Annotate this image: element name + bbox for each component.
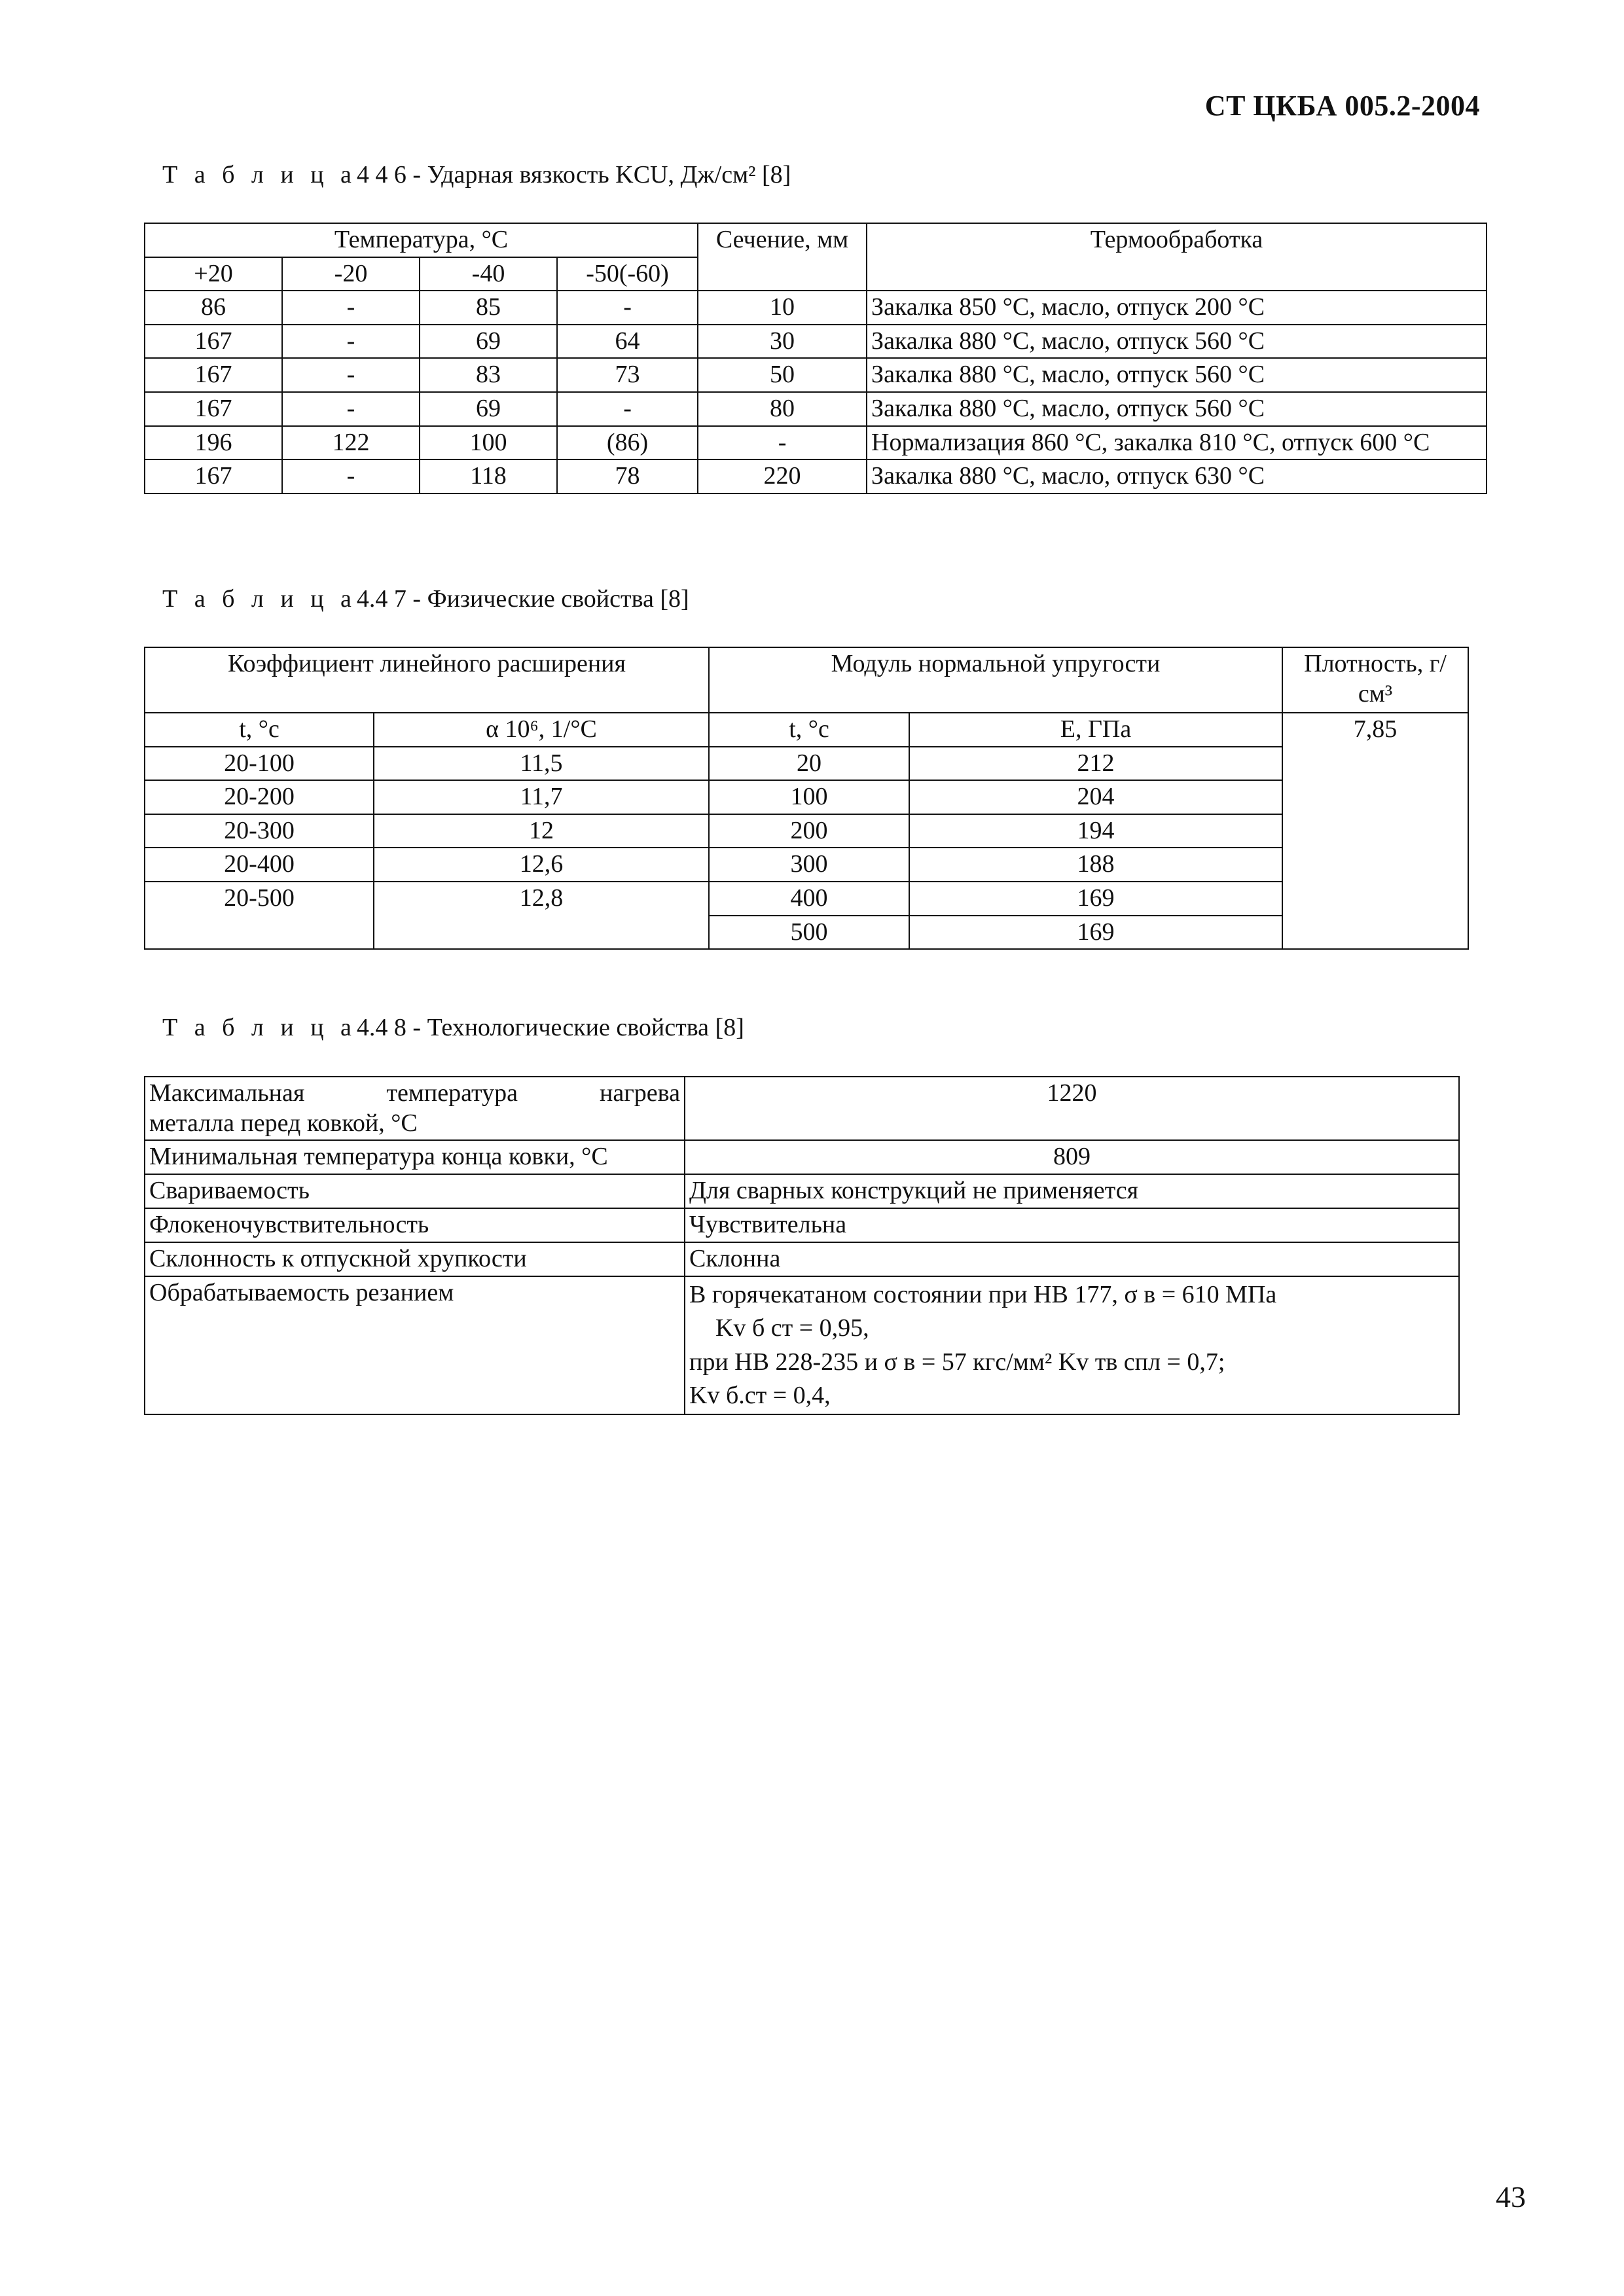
caption-number: 4 4 6	[356, 161, 406, 188]
table-cell: 167	[145, 459, 282, 493]
table-cell: 20-200	[145, 780, 374, 814]
table-cell: -	[698, 426, 867, 460]
temp-header: t, °c	[709, 713, 909, 747]
table-cell: 167	[145, 358, 282, 392]
table-cell: 12	[374, 814, 709, 848]
temp-col-header: -40	[420, 257, 557, 291]
table-cell: 78	[557, 459, 698, 493]
temp-col-header: -50(-60)	[557, 257, 698, 291]
table-cell: -	[282, 358, 420, 392]
label-word: температура	[386, 1079, 518, 1107]
table-cell: Закалка 880 °С, масло, отпуск 560 °С	[867, 358, 1487, 392]
table-447-caption	[162, 584, 689, 613]
min-forging-temp-value: 809	[685, 1140, 1459, 1174]
temper-brittleness-label: Склонность к отпускной хрупкости	[145, 1242, 685, 1276]
table-row	[145, 848, 1468, 882]
table-cell: Закалка 880 °С, масло, отпуск 560 °С	[867, 325, 1487, 359]
weldability-label: Свариваемость	[145, 1174, 685, 1208]
caption-number: 4.4 7	[356, 585, 406, 613]
modulus-header: Модуль нормальной упругости	[709, 647, 1282, 713]
table-header-row	[145, 223, 1487, 257]
table-cell: 11,5	[374, 747, 709, 781]
table-cell: 100	[709, 780, 909, 814]
caption-text: - Технологические свойства [8]	[406, 1014, 744, 1041]
caption-prefix: Т а б л и ц а	[162, 1014, 357, 1041]
table-448-technological-properties	[144, 1076, 1460, 1415]
table-row	[145, 358, 1487, 392]
temp-col-header: +20	[145, 257, 282, 291]
table-cell: -	[282, 291, 420, 325]
table-cell: 73	[557, 358, 698, 392]
density-header: Плотность, г/см³	[1282, 647, 1468, 713]
table-cell: Нормализация 860 °С, закалка 810 °С, отпуск 600 °С	[867, 426, 1487, 460]
table-cell: Закалка 850 °С, масло, отпуск 200 °С	[867, 291, 1487, 325]
label-word: Максимальная	[149, 1079, 305, 1107]
table-cell: 204	[909, 780, 1282, 814]
table-row	[145, 814, 1468, 848]
table-cell: 220	[698, 459, 867, 493]
table-cell: -	[557, 392, 698, 426]
table-row	[145, 1242, 1459, 1276]
table-446-impact-toughness	[144, 223, 1487, 494]
flake-sensitivity-label: Флокеночувствительность	[145, 1208, 685, 1242]
table-cell: 12,8	[374, 882, 709, 916]
table-cell: -	[282, 325, 420, 359]
table-cell: 20-400	[145, 848, 374, 882]
page-number: 43	[1496, 2180, 1526, 2214]
min-forging-temp-label: Минимальная температура конца ковки, °С	[145, 1140, 685, 1174]
machinability-line: В горячекатаном состоянии при НВ 177, σ в = 610 МПа	[689, 1281, 1277, 1309]
table-cell: (86)	[557, 426, 698, 460]
table-cell: 12,6	[374, 848, 709, 882]
temp-range-header: t, °c	[145, 713, 374, 747]
table-cell: 196	[145, 426, 282, 460]
alpha-header: α 10⁶, 1/°С	[374, 713, 709, 747]
label-line	[149, 1079, 680, 1109]
table-cell: 50	[698, 358, 867, 392]
table-cell: 83	[420, 358, 557, 392]
table-cell: 212	[909, 747, 1282, 781]
table-cell: 100	[420, 426, 557, 460]
table-cell: 30	[698, 325, 867, 359]
flake-sensitivity-value: Чувствительна	[685, 1208, 1459, 1242]
table-row	[145, 291, 1487, 325]
table-header-row	[145, 647, 1468, 713]
table-cell: -	[282, 392, 420, 426]
table-cell: -	[282, 459, 420, 493]
table-cell: 300	[709, 848, 909, 882]
table-cell: 169	[909, 916, 1282, 950]
document-code: СТ ЦКБА 005.2-2004	[1204, 90, 1480, 122]
machinability-line: при НВ 228-235 и σ в = 57 кгс/мм² Kv тв спл = 0,7;	[689, 1348, 1225, 1376]
table-cell: 69	[420, 325, 557, 359]
table-cell: Закалка 880 °С, масло, отпуск 630 °С	[867, 459, 1487, 493]
table-row	[145, 747, 1468, 781]
caption-text: - Физические свойства [8]	[406, 585, 689, 613]
weldability-value: Для сварных конструкций не применяется	[685, 1174, 1459, 1208]
table-cell: 194	[909, 814, 1282, 848]
table-cell: 20-300	[145, 814, 374, 848]
table-cell: 20-500	[145, 882, 374, 916]
table-cell: 400	[709, 882, 909, 916]
table-header-row	[145, 713, 1468, 747]
table-cell: Закалка 880 °С, масло, отпуск 560 °С	[867, 392, 1487, 426]
table-row	[145, 780, 1468, 814]
temperature-header: Температура, °С	[145, 223, 698, 257]
elastic-modulus-header: Е, ГПа	[909, 713, 1282, 747]
table-cell: 500	[709, 916, 909, 950]
table-446-caption	[162, 160, 791, 189]
table-cell: 86	[145, 291, 282, 325]
machinability-label: Обрабатываемость резанием	[145, 1276, 685, 1414]
table-row	[145, 1208, 1459, 1242]
density-value: 7,85	[1282, 713, 1468, 949]
table-row	[145, 325, 1487, 359]
table-row	[145, 459, 1487, 493]
table-row	[145, 392, 1487, 426]
max-forging-temp-label	[145, 1077, 685, 1140]
table-cell: 200	[709, 814, 909, 848]
table-cell: 69	[420, 392, 557, 426]
max-forging-temp-value: 1220	[685, 1077, 1459, 1140]
table-448-caption	[162, 1013, 744, 1042]
expansion-header: Коэффициент линейного расширения	[145, 647, 709, 713]
table-cell: 20-100	[145, 747, 374, 781]
heat-treatment-header: Термообработка	[867, 223, 1487, 291]
caption-prefix: Т а б л и ц а	[162, 161, 357, 188]
machinability-value	[685, 1276, 1459, 1414]
table-cell: 11,7	[374, 780, 709, 814]
label-line: металла перед ковкой, °С	[149, 1109, 418, 1137]
table-cell: 167	[145, 325, 282, 359]
table-row	[145, 1174, 1459, 1208]
table-row	[145, 882, 1468, 916]
machinability-line: Kv б ст = 0,95,	[715, 1314, 869, 1342]
caption-prefix: Т а б л и ц а	[162, 585, 357, 613]
machinability-line: Kv б.ст = 0,4,	[689, 1382, 831, 1410]
table-row	[145, 1077, 1459, 1140]
table-cell: -	[557, 291, 698, 325]
table-cell: 85	[420, 291, 557, 325]
table-row	[145, 1276, 1459, 1414]
table-cell: 64	[557, 325, 698, 359]
table-cell: 20	[709, 747, 909, 781]
table-row	[145, 1140, 1459, 1174]
table-cell: 169	[909, 882, 1282, 916]
temp-col-header: -20	[282, 257, 420, 291]
label-word: нагрева	[600, 1079, 680, 1107]
table-cell: 122	[282, 426, 420, 460]
table-cell	[374, 916, 709, 950]
caption-number: 4.4 8	[356, 1014, 406, 1041]
table-447-physical-properties	[144, 647, 1469, 950]
table-row	[145, 426, 1487, 460]
table-cell: 188	[909, 848, 1282, 882]
table-cell: 80	[698, 392, 867, 426]
table-row	[145, 916, 1468, 950]
table-cell: 118	[420, 459, 557, 493]
table-cell: 10	[698, 291, 867, 325]
section-header: Сечение, мм	[698, 223, 867, 291]
table-cell	[145, 916, 374, 950]
caption-text: - Ударная вязкость KCU, Дж/см² [8]	[406, 161, 791, 188]
table-cell: 167	[145, 392, 282, 426]
temper-brittleness-value: Склонна	[685, 1242, 1459, 1276]
